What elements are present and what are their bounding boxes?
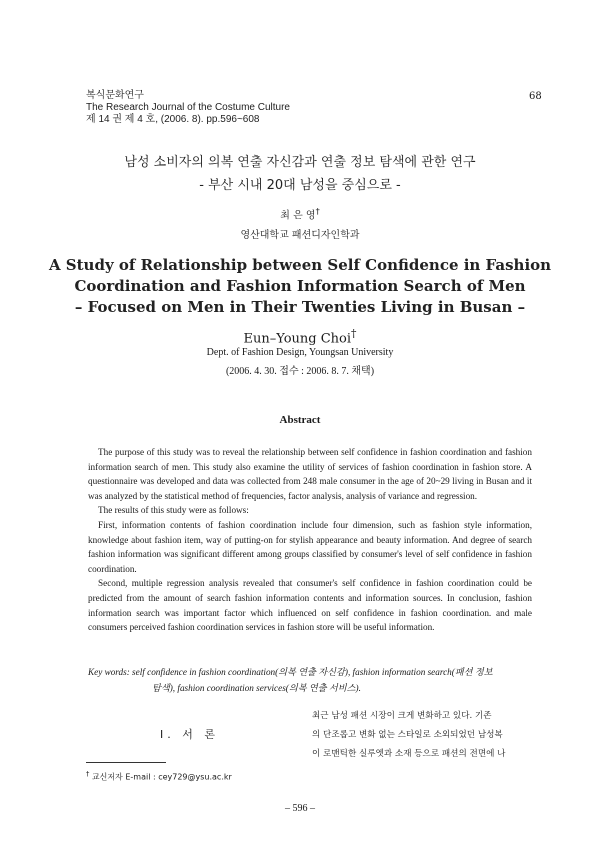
korean-author <box>0 206 600 221</box>
english-title-line3: – Focused on Men in Their Twenties Living in Busan – <box>74 298 526 316</box>
english-author-name: Eun–Young Choi <box>243 331 352 347</box>
keywords-line1: Key words: self confidence in fashion coordination(의복 연출 자신감), fashion information search(패션 정보 <box>88 667 493 677</box>
english-author <box>0 327 600 346</box>
author-mark: † <box>351 327 357 340</box>
footnote-rule <box>86 762 166 763</box>
volume-info: 제 14 권 제 4 호, (2006. 8). pp.596~608 <box>86 114 260 125</box>
footnote-mark: † <box>86 770 90 778</box>
body-line: 이 로맨틱한 실루엣과 소재 등으로 패션의 전면에 나 <box>312 749 506 759</box>
submission-dates: (2006. 4. 30. 접수 : 2006. 8. 7. 채택) <box>225 366 375 377</box>
journal-name-ko: 복식문화연구 <box>86 90 144 101</box>
body-text <box>312 707 534 764</box>
abstract-paragraph: Second, multiple regression analysis revealed that consumer's self confidence in fashion coordination could be predicted from the amount of search fashion information contents and information sources. In conclusion, fashion information search was important factor which influenced on self confidence in fashion coordination. and male consumers perceived fashion coordination services in fashion store will be useful information. <box>88 578 532 633</box>
page-number: 68 <box>529 91 542 102</box>
abstract-paragraph: The purpose of this study was to reveal the relationship between self confidence in fashion coordination and fashion information search of men. This study also examine the utility of services of fashion coordination in fashion store. A questionnaire was developed and data was collected from 248 male consumer in the age of 20~29 living in Busan and it was analyzed by the statistical method of frequencies, factor analysis, analysis of variance and regression. <box>88 447 532 501</box>
abstract-paragraph: First, information contents of fashion coordination include four dimension, such as fashion style information, knowledge about fashion item, way of putting-on for stylish appearance and beauty information. And degree of search fashion information was significant different among groups classified by consumer's level of self confidence in fashion coordination. <box>88 519 532 574</box>
abstract-body <box>88 445 532 635</box>
abstract-heading: Abstract <box>279 414 321 426</box>
journal-name-en: The Research Journal of the Costume Culture <box>86 102 290 113</box>
author-mark: † <box>315 206 320 216</box>
keywords <box>88 664 532 696</box>
english-affiliation: Dept. of Fashion Design, Youngsan University <box>206 347 394 358</box>
abstract-paragraph: The results of this study were as follows: <box>98 505 249 516</box>
section-heading: Ⅰ. 서 론 <box>160 728 219 741</box>
body-line: 의 단조롭고 변화 없는 스타일로 소외되었던 남성복 <box>312 730 503 740</box>
journal-header <box>86 90 290 126</box>
korean-title-line1: 남성 소비자의 의복 연출 자신감과 연출 정보 탐색에 관한 연구 <box>124 155 476 170</box>
footnote <box>86 770 232 783</box>
korean-affiliation: 영산대학교 패션디자인학과 <box>240 230 360 241</box>
keywords-line2: 탐색), fashion coordination services(의복 연출 서비스). <box>152 683 361 693</box>
english-title-line1: A Study of Relationship between Self Confidence in Fashion <box>48 256 552 274</box>
korean-title-line2: - 부산 시내 20대 남성을 중심으로 - <box>199 178 401 193</box>
korean-author-name: 최 은 영 <box>280 210 316 222</box>
body-line: 최근 남성 패션 시장이 크게 변화하고 있다. 기존 <box>312 711 492 721</box>
english-title-line2: Coordination and Fashion Information Search of Men <box>74 277 526 295</box>
footnote-text: 교신저자 E-mail : cey729@ysu.ac.kr <box>91 772 232 782</box>
page-footer: – 596 – <box>285 803 315 814</box>
